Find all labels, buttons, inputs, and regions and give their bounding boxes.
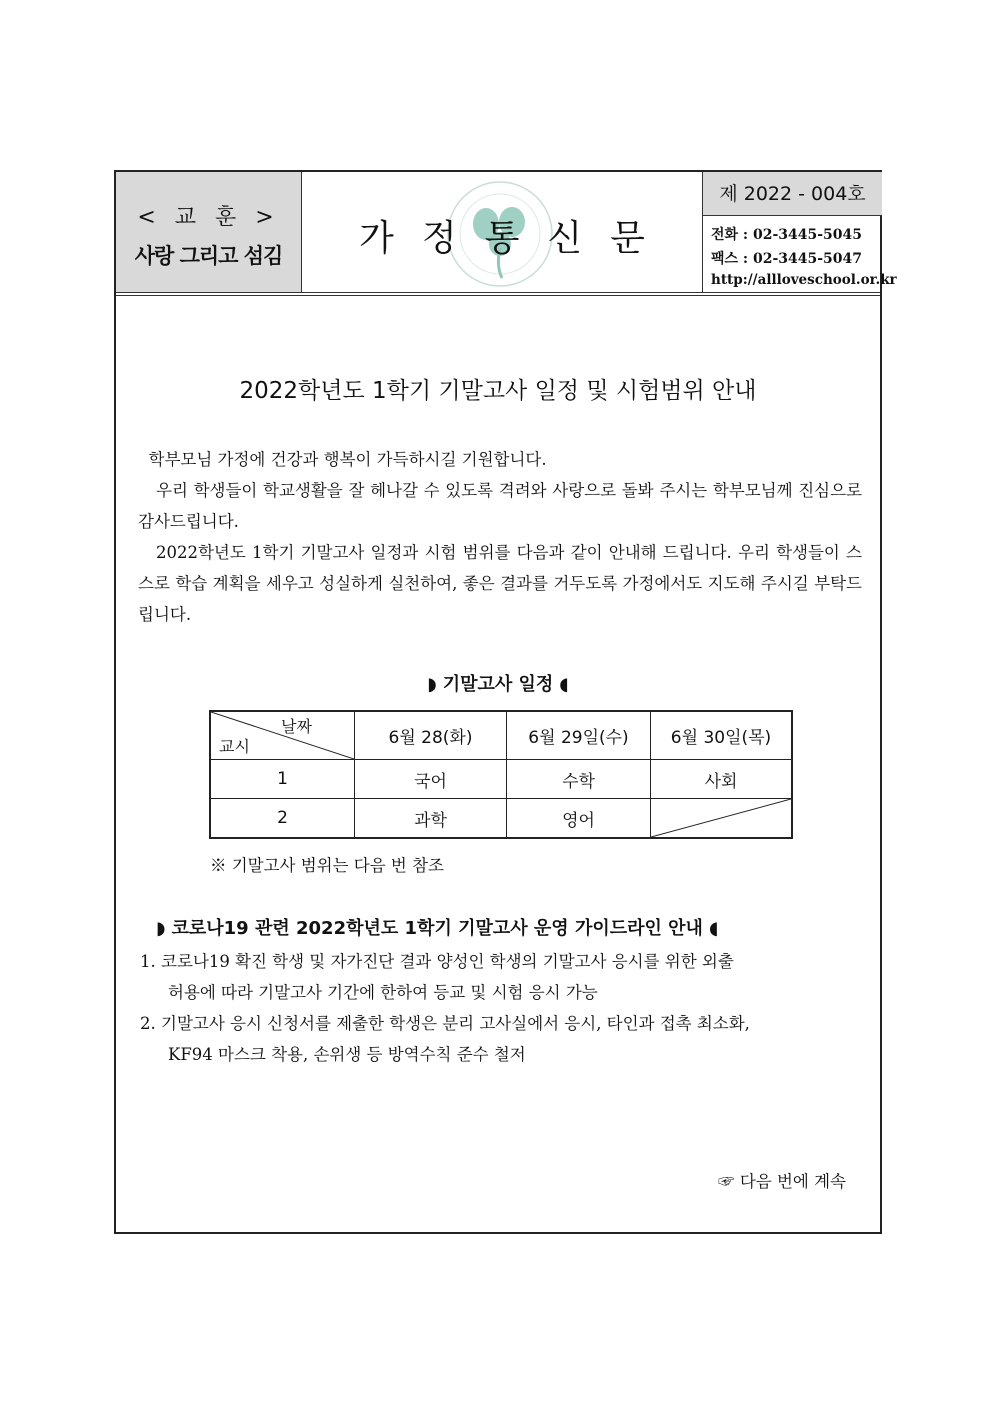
greeting-paragraph (138, 444, 862, 475)
empty-subject-cell (651, 799, 793, 839)
motto-text: 사랑 그리고 섬김 (134, 244, 283, 268)
bullet-left-icon: ◗ (156, 918, 166, 939)
table-row (210, 799, 792, 839)
subject-cell: 영어 (507, 799, 651, 839)
masthead-title: 가정통신문 (359, 218, 673, 259)
bullet-right-icon: ◖ (708, 918, 719, 939)
website-link[interactable]: http://allloveschool.or.kr (711, 272, 897, 288)
corner-date-label: 날짜 (281, 717, 312, 736)
subject-cell: 사회 (651, 760, 793, 799)
subject-cell: 수학 (507, 760, 651, 799)
thanks-paragraph: 우리 학생들이 학교생활을 잘 헤나갈 수 있도록 격려와 사랑으로 돌봐 주시는 학부모님께 진심으로 감사드립니다. (138, 481, 862, 531)
schedule-heading (116, 670, 880, 696)
issue-info-box (702, 172, 897, 292)
item-text: 코로나19 확진 학생 및 자가진단 결과 양성인 학생의 기말고사 응시를 위한 외출 (161, 952, 734, 971)
motto-title: < 교 훈 > (137, 205, 280, 230)
paragraph-text: 학부모님 가정에 건강과 행복이 가득하시길 기원합니다. (148, 450, 547, 469)
schedule-heading-text: 기말고사 일정 (442, 674, 554, 695)
masthead (302, 172, 702, 292)
item-number: 1. (140, 952, 156, 971)
issue-number: 제 2022 - 004호 (703, 172, 882, 216)
guideline-item (140, 1008, 880, 1070)
phone-number: 전화 : 02-3445-5045 (711, 227, 862, 243)
item-text: 기말고사 응시 신청서를 제출한 학생은 분리 고사실에서 응시, 타인과 접촉 최소화, (161, 1014, 750, 1033)
subject-cell: 국어 (355, 760, 507, 799)
date-header: 6월 30일(목) (651, 711, 793, 760)
table-header-row (210, 711, 792, 760)
letter-header (116, 172, 897, 296)
table-corner-cell (210, 711, 355, 760)
subject-cell: 과학 (355, 799, 507, 839)
item-number: 2. (140, 1014, 156, 1033)
diagonal-line (651, 799, 791, 837)
period-cell: 2 (210, 799, 355, 839)
guideline-heading (156, 914, 920, 940)
fax-number: 팩스 : 02-3445-5047 (711, 251, 862, 267)
bullet-left-icon: ◗ (427, 674, 437, 695)
school-motto-box (116, 172, 302, 292)
item-text-continued: KF94 마스크 착용, 손위생 등 방역수칙 준수 철저 (168, 1045, 526, 1064)
period-cell: 1 (210, 760, 355, 799)
guideline-item (140, 946, 880, 1008)
notice-paragraph: 2022학년도 1학기 기말고사 일정과 시험 범위를 다음과 같이 안내해 드립니다. 우리 학생들이 스스로 학습 계획을 세우고 성실하게 실천하여, 좋은 결과를 거두도록 가정에서도 지도해 주시길 부탁드립니다. (138, 543, 862, 624)
exam-schedule-table (209, 710, 793, 839)
corner-period-label: 교시 (219, 737, 250, 756)
continued-note: ☞ 다음 번에 계속 (718, 1172, 846, 1191)
schedule-note: ※ 기말고사 범위는 다음 번 참조 (210, 856, 444, 875)
document-frame (114, 170, 897, 1234)
item-text-continued: 허용에 따라 기말고사 기간에 한하여 등교 및 시험 응시 가능 (168, 983, 598, 1002)
document-title: 2022학년도 1학기 기말고사 일정 및 시험범위 안내 (239, 378, 757, 404)
bullet-right-icon: ◖ (559, 674, 569, 695)
table-row (210, 760, 792, 799)
guideline-heading-text: 코로나19 관련 2022학년도 1학기 기말고사 운영 가이드라인 안내 (171, 918, 703, 939)
date-header: 6월 28(화) (355, 711, 507, 760)
date-header: 6월 29일(수) (507, 711, 651, 760)
